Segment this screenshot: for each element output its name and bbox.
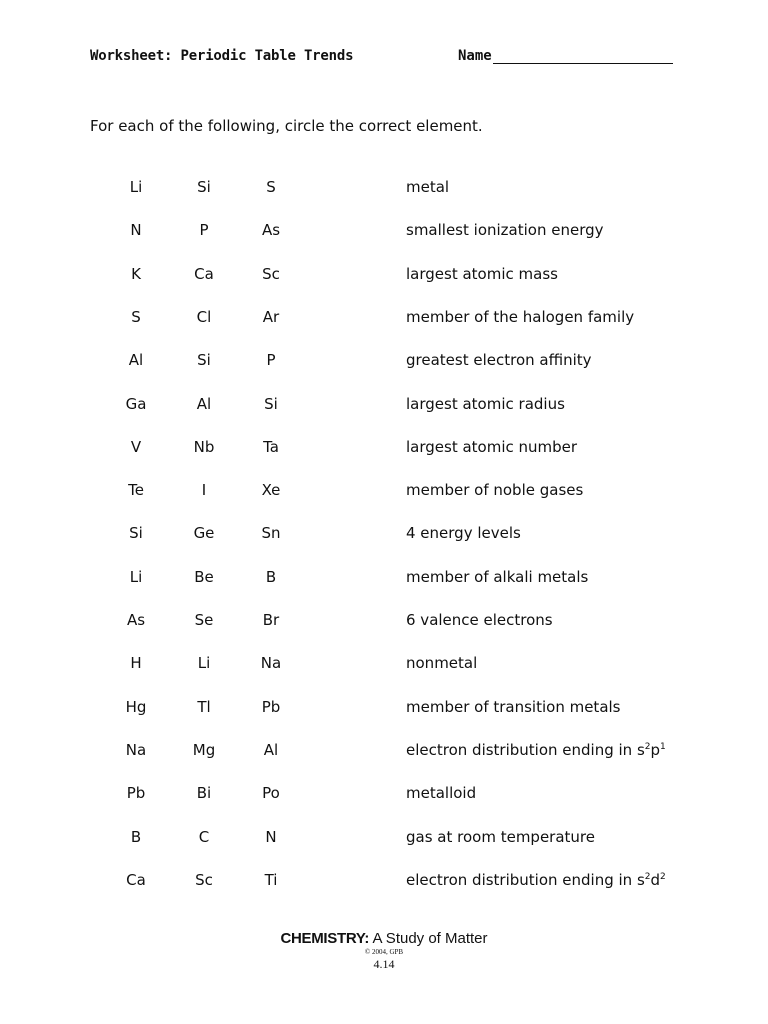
element-choice[interactable]: I (201, 481, 207, 500)
description-text: electron distribution ending in s (406, 740, 645, 759)
question-row (0, 395, 768, 417)
element-choice[interactable]: Li (129, 567, 143, 586)
question-description (406, 265, 558, 283)
question-row (0, 698, 768, 720)
question-row (0, 611, 768, 633)
element-choice[interactable]: P (199, 221, 209, 240)
element-choice[interactable]: Si (197, 351, 211, 370)
element-choice[interactable]: Ge (193, 524, 215, 543)
question-row (0, 221, 768, 243)
config-superscript: 2 (644, 871, 651, 882)
question-description (406, 351, 592, 369)
description-text: 6 valence electrons (406, 611, 553, 629)
question-description (406, 308, 634, 326)
element-choice[interactable]: Sc (262, 264, 280, 283)
element-choice[interactable]: B (265, 567, 277, 586)
element-choice[interactable]: Si (264, 394, 278, 413)
question-row (0, 871, 768, 893)
element-choice[interactable]: S (266, 178, 276, 196)
description-text: 4 energy levels (406, 524, 521, 543)
description-text: largest atomic radius (406, 394, 565, 413)
description-text: gas at room temperature (406, 827, 595, 846)
question-row (0, 178, 768, 200)
question-description (406, 178, 449, 196)
element-choice[interactable]: Pb (261, 697, 281, 716)
element-choice[interactable]: N (130, 221, 142, 240)
question-description (406, 698, 621, 716)
footer (0, 930, 768, 972)
element-choice[interactable]: Hg (125, 697, 147, 716)
element-choice[interactable]: Se (194, 611, 214, 629)
element-choice[interactable]: Ca (194, 264, 214, 283)
description-text: largest atomic mass (406, 264, 558, 283)
element-choice[interactable]: Te (128, 481, 144, 500)
question-description (406, 438, 577, 456)
element-choice[interactable]: Po (262, 784, 280, 803)
instructions: For each of the following, circle the correct element. (90, 117, 483, 135)
element-choice[interactable]: Sc (195, 870, 213, 889)
description-text: member of transition metals (406, 697, 621, 716)
description-text: metalloid (406, 784, 477, 803)
element-choice[interactable]: Na (260, 654, 282, 673)
element-choice[interactable]: V (130, 437, 142, 456)
book-title (0, 930, 768, 947)
question-row (0, 351, 768, 373)
element-choice[interactable]: Xe (261, 481, 281, 500)
book-subtitle: A Study of Matter (369, 930, 488, 947)
question-description (406, 568, 588, 586)
name-blank-line (493, 48, 673, 64)
question-description (406, 784, 476, 802)
description-text: largest atomic number (406, 437, 578, 456)
element-choice[interactable]: Li (129, 178, 143, 196)
description-text: metal (406, 178, 450, 196)
element-choice[interactable]: Br (262, 611, 280, 629)
element-choice[interactable]: Pb (126, 784, 146, 803)
description-text: smallest ionization energy (406, 221, 604, 240)
element-choice[interactable]: Al (128, 351, 144, 370)
element-choice[interactable]: C (198, 827, 210, 846)
element-choice[interactable]: Na (125, 740, 147, 759)
element-choice[interactable]: Sn (261, 524, 281, 543)
question-row (0, 828, 768, 850)
element-choice[interactable]: K (131, 264, 141, 283)
element-choice[interactable]: As (126, 611, 146, 629)
description-text: nonmetal (406, 654, 478, 673)
question-description (406, 481, 583, 499)
question-description (406, 654, 477, 672)
element-choice[interactable]: Nb (193, 437, 215, 456)
config-superscript: 2 (644, 741, 651, 752)
config-superscript: 2 (660, 871, 666, 882)
config-orbital: d (650, 870, 661, 889)
element-choice[interactable]: Si (197, 178, 211, 196)
name-field (458, 48, 673, 64)
question-row (0, 481, 768, 503)
question-description (406, 395, 565, 413)
page-number: 4.14 (373, 957, 395, 971)
element-choice[interactable]: As (261, 221, 281, 240)
copyright: © 2004, GPB (364, 948, 404, 956)
question-description (406, 741, 666, 759)
description-text: electron distribution ending in s (406, 870, 645, 889)
question-row (0, 524, 768, 546)
description-text: greatest electron affinity (406, 351, 592, 370)
question-description (406, 828, 595, 846)
element-choice[interactable]: N (265, 827, 277, 846)
question-row (0, 568, 768, 590)
config-orbital: p (650, 740, 661, 759)
config-superscript: 1 (660, 741, 666, 752)
question-description (406, 611, 553, 629)
element-choice[interactable]: Ti (264, 870, 278, 889)
element-choice[interactable]: P (266, 351, 276, 370)
description-text: member of noble gases (406, 481, 584, 500)
element-choice[interactable]: Ga (125, 394, 147, 413)
element-choice[interactable]: Li (197, 654, 211, 673)
element-choice[interactable]: Ta (263, 437, 279, 456)
question-row (0, 438, 768, 460)
element-choice[interactable]: Ar (262, 307, 280, 326)
element-choice[interactable]: Tl (197, 697, 211, 716)
element-choice[interactable]: Ca (126, 870, 146, 889)
question-description (406, 524, 521, 542)
element-choice[interactable]: Si (129, 524, 143, 543)
question-row (0, 265, 768, 287)
element-choice[interactable]: B (130, 827, 142, 846)
element-choice[interactable]: Bi (196, 784, 212, 803)
question-row (0, 741, 768, 763)
description-text: member of alkali metals (406, 567, 589, 586)
book-brand: CHEMISTRY: (280, 930, 370, 947)
question-row (0, 654, 768, 676)
element-choice[interactable]: S (131, 307, 141, 326)
element-choice[interactable]: Al (196, 394, 212, 413)
question-description (406, 221, 604, 239)
element-choice[interactable]: Al (263, 740, 279, 759)
question-row (0, 308, 768, 330)
name-label: Name (458, 48, 492, 64)
element-choice[interactable]: Mg (192, 740, 216, 759)
question-row (0, 784, 768, 806)
element-choice[interactable]: H (130, 654, 142, 673)
description-text: member of the halogen family (406, 307, 635, 326)
element-choice[interactable]: Cl (196, 307, 212, 326)
element-choice[interactable]: Be (194, 567, 214, 586)
question-description (406, 871, 666, 889)
worksheet-title: Worksheet: Periodic Table Trends (90, 48, 354, 64)
